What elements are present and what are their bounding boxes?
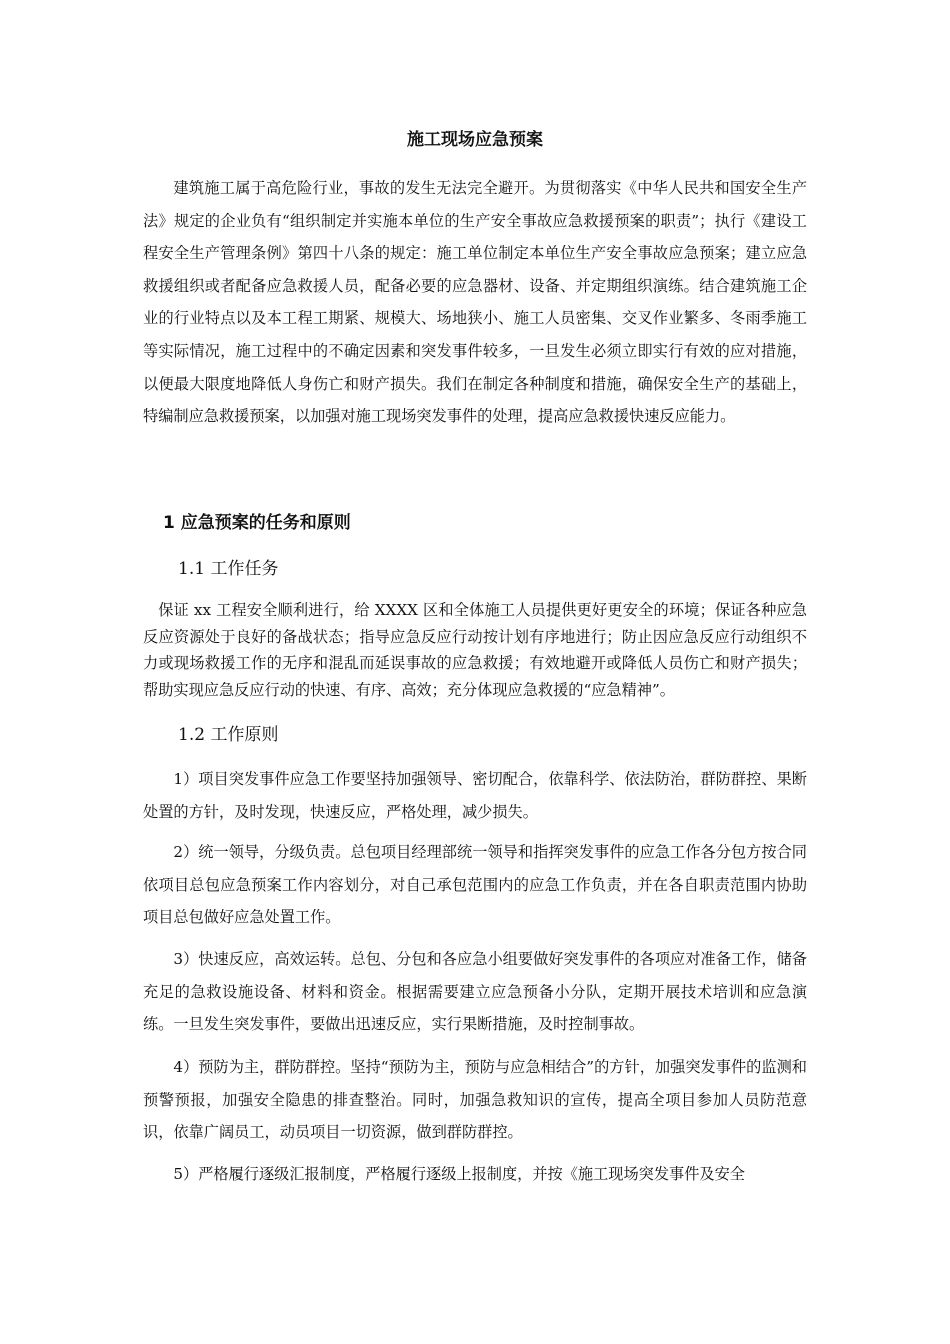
section-heading-1: 1 应急预案的任务和原则 [163, 513, 351, 533]
principle-item-3: 3）快速反应，高效运转。总包、分包和各应急小组要做好突发事件的各项应对准备工作，储备充足的急救设施设备、材料和资金。根据需要建立应急预备小分队，定期开展技术培训和应急演练。一旦发生突发事件，要做出迅速反应，实行果断措施，及时控制事故。 [143, 950, 807, 1034]
principle-item-1: 1）项目突发事件应急工作要坚持加强领导、密切配合，依靠科学、依法防治，群防群控、果断处置的方针，及时发现，快速反应，严格处理，减少损失。 [143, 770, 807, 821]
subsection-heading-1-2: 1.2 工作原则 [178, 725, 279, 745]
principle-item-4: 4）预防为主，群防群控。坚持“预防为主，预防与应急相结合”的方针，加强突发事件的监测和预警预报，加强安全隐患的排查整治。同时，加强急救知识的宣传，提高全项目参加人员防范意识，依靠广阔员工，动员项目一切资源，做到群防群控。 [143, 1058, 807, 1142]
work-task-paragraph: 保证 xx 工程安全顺利进行，给 XXXX 区和全体施工人员提供更好更安全的环境；保证各种应急反应资源处于良好的备战状态；指导应急反应行动按计划有序地进行；防止因应急反应行动组织不力或现场救援工作的无序和混乱而延误事故的应急救援；有效地避开或降低人员伤亡和财产损失；帮助实现应急反应行动的快速、有序、高效；充分体现应急救援的“应急精神”。 [143, 601, 807, 699]
document-title: 施工现场应急预案 [407, 130, 543, 150]
subsection-heading-1-1: 1.1 工作任务 [178, 559, 279, 579]
intro-paragraph: 建筑施工属于高危险行业，事故的发生无法完全避开。为贯彻落实《中华人民共和国安全生产法》规定的企业负有“组织制定并实施本单位的生产安全事故应急救援预案的职责”；执行《建设工程安全生产管理条例》第四十八条的规定：施工单位制定本单位生产安全事故应急预案；建立应急救援组织或者配备应急救援人员，配备必要的应急器材、设备、并定期组织演练。结合建筑施工企业的行业特点以及本工程工期紧、规模大、场地狭小、施工人员密集、交叉作业繁多、冬雨季施工等实际情况，施工过程中的不确定因素和突发事件较多，一旦发生必须立即实行有效的应对措施，以便最大限度地降低人身伤亡和财产损失。我们在制定各种制度和措施，确保安全生产的基础上，特编制应急救援预案，以加强对施工现场突发事件的处理，提高应急救援快速反应能力。 [143, 179, 807, 426]
principle-item-2: 2）统一领导，分级负责。总包项目经理部统一领导和指挥突发事件的应急工作各分包方按合同依项目总包应急预案工作内容划分，对自己承包范围内的应急工作负责，并在各自职责范围内协助项目总包做好应急处置工作。 [143, 843, 807, 927]
principle-item-5: 5）严格履行逐级汇报制度，严格履行逐级上报制度，并按《施工现场突发事件及安全 [173, 1165, 745, 1183]
